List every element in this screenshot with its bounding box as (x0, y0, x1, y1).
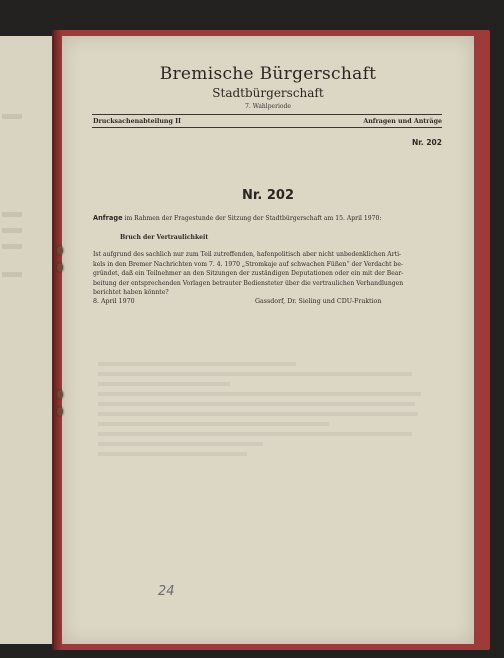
parliament-title: Bremische Bürgerschaft (159, 64, 377, 84)
left-page-bleed-mark (2, 272, 22, 277)
left-page-bleed-mark (2, 244, 22, 249)
binder-spine-shadow (52, 30, 62, 650)
show-through-text (98, 356, 428, 462)
punch-hole (57, 407, 63, 416)
header-rule-lower (92, 127, 442, 128)
punch-hole (57, 246, 63, 255)
question-body (93, 250, 423, 298)
intro-label: Anfrage (93, 214, 123, 222)
body-line: beitung der entsprechenden Vorlagen betrauter Bediensteter über die vertraulichen Verhandlungen (93, 279, 404, 287)
submission-date: 8. April 1970 (93, 298, 135, 305)
punch-hole (57, 263, 63, 272)
subject-heading: Bruch der Vertraulichkeit (120, 234, 209, 241)
left-page-edge (0, 36, 53, 644)
category-label: Anfragen und Anträge (363, 118, 442, 125)
body-line: Ist aufgrund des sachlich nur zum Teil zutreffenden, hafenpolitisch aber nicht unbedenklichen Arti- (93, 251, 402, 258)
document-number-heading: Nr. 202 (241, 188, 295, 203)
body-line: berichtet haben könnte? (93, 289, 169, 297)
chamber-subtitle: Stadtbürgerschaft (212, 86, 324, 100)
body-line: gründet, daß ein Teilnehmer an den Sitzungen der zuständigen Deputationen oder ein mit der Bear- (93, 270, 404, 278)
signatories: Gassdorf, Dr. Sieling und CDU-Fraktion (255, 298, 382, 305)
punch-hole (57, 390, 63, 399)
intro-line (93, 214, 423, 224)
intro-text: im Rahmen der Fragestunde der Sitzung der Stadtbürgerschaft am 15. April 1970: (124, 215, 382, 222)
pencil-page-number: 24 (158, 584, 175, 599)
document-number-corner: Nr. 202 (411, 138, 442, 147)
legislative-period: 7. Wahlperiode (245, 103, 291, 110)
header-rule (92, 114, 442, 115)
left-page-bleed-mark (2, 114, 22, 119)
body-line: kels in den Bremer Nachrichten vom 7. 4. 1970 „Stromkaje auf schwachen Füßen“ der Verdacht be- (93, 260, 404, 268)
left-page-bleed-mark (2, 212, 22, 217)
left-page-bleed-mark (2, 228, 22, 233)
document-page (62, 36, 474, 644)
department-label: Drucksachenabteilung II (93, 118, 181, 125)
